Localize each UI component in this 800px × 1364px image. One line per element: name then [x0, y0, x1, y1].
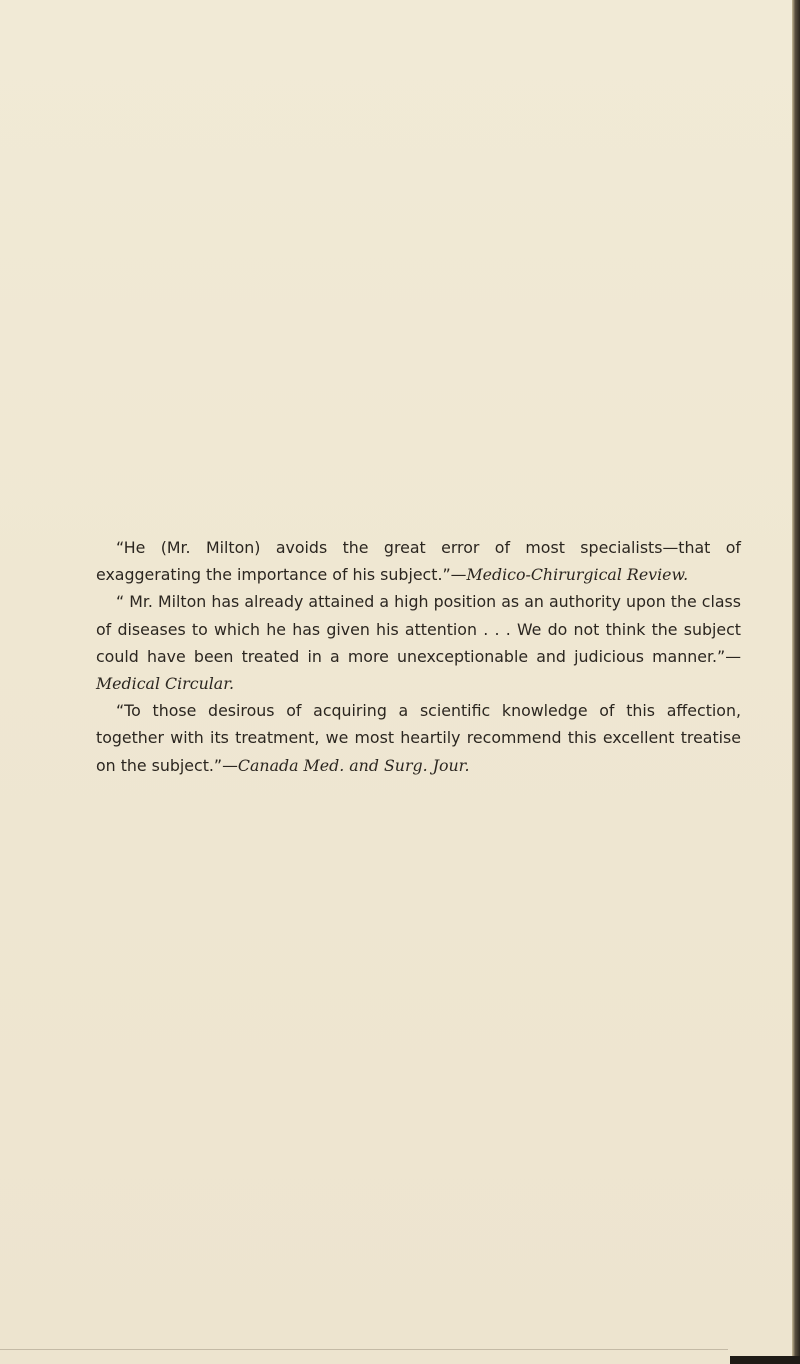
page-edge-shadow: [792, 0, 800, 1364]
quote-text: “ Mr. Milton has already attained a high position as an authority upon the class of diseases to which he has given his attention . . . We do not think the subject could have been treated in a more unexceptionable and judicious manner.”—: [96, 592, 741, 666]
review-quote: [96, 697, 741, 779]
review-quote: [96, 534, 741, 588]
quote-source: Medico-Chirurgical Review.: [466, 565, 689, 585]
quote-source: Medical Circular.: [96, 674, 235, 694]
scan-edge-bar: [730, 1356, 800, 1364]
review-quotes: [96, 534, 741, 779]
quote-source: Canada Med. and Surg. Jour.: [237, 755, 470, 775]
quote-text: “To those desirous of acquiring a scientific knowledge of this affection, together with its treatment, we most heartily recommend this excellent treatise on the subject.”—: [96, 701, 741, 775]
review-quote: [96, 588, 741, 697]
quote-text: “He (Mr. Milton) avoids the great error of most specialists—that of exaggerating the importance of his subject.”—: [96, 538, 741, 585]
page-bottom-rule: [0, 1349, 728, 1350]
